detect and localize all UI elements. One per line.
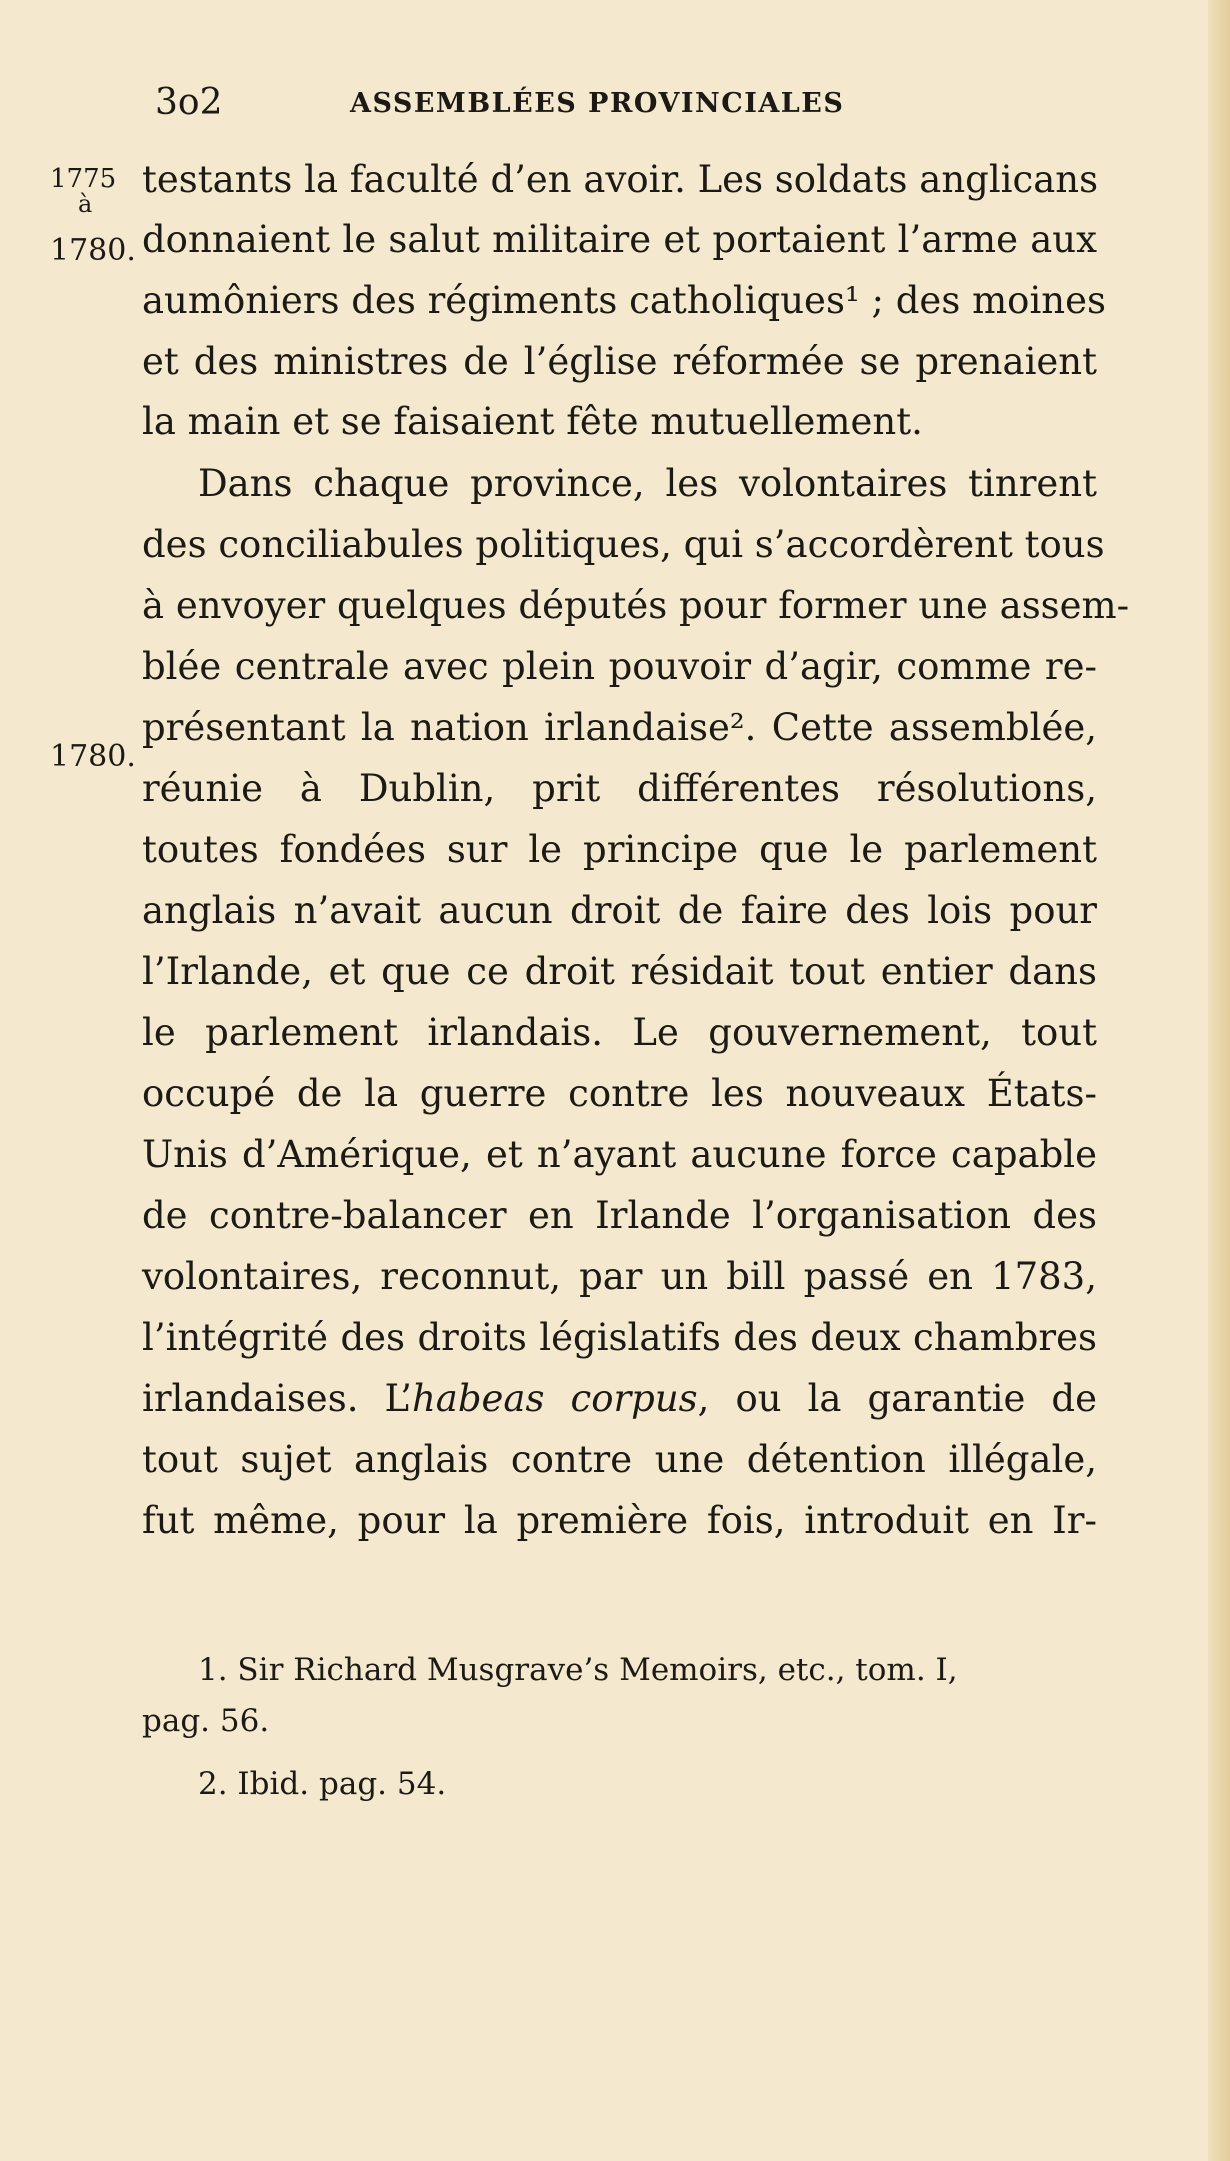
body-line-21 bbox=[142, 1377, 1097, 1421]
body-line-16: occupé de la guerre contre les nouveaux États- bbox=[142, 1072, 1097, 1115]
page-number: 3o2 bbox=[155, 82, 223, 123]
body-line-12: toutes fondées sur le principe que le parlement bbox=[142, 828, 1097, 871]
body-line-10: présentant la nation irlandaise². Cette assemblée, bbox=[142, 706, 1097, 749]
body-line-7: des conciliabules politiques, qui s’accordèrent tous bbox=[142, 523, 1105, 566]
page-header bbox=[0, 82, 1230, 132]
body-line-8: à envoyer quelques députés pour former une assem- bbox=[142, 584, 1130, 627]
habeas-corpus-italic: habeas corpus bbox=[411, 1377, 698, 1420]
footnote-1-continued: pag. 56. bbox=[142, 1703, 270, 1739]
body-line-20: l’intégrité des droits législatifs des deux chambres bbox=[142, 1316, 1097, 1359]
running-title: ASSEMBLÉES PROVINCIALES bbox=[350, 88, 845, 119]
body-line-5: la main et se faisaient fête mutuellement. bbox=[142, 400, 923, 443]
page-edge bbox=[1208, 0, 1230, 2161]
body-line-9: blée centrale avec plein pouvoir d’agir, comme re- bbox=[142, 645, 1097, 688]
margin-year-1780-second: 1780. bbox=[50, 739, 136, 774]
body-line-3: aumôniers des régiments catholiques¹ ; des moines bbox=[142, 279, 1106, 322]
body-line-1: testants la faculté d’en avoir. Les soldats anglicans bbox=[142, 158, 1099, 201]
margin-year-1780-first: 1780. bbox=[50, 233, 136, 268]
body-line-18: de contre-balancer en Irlande l’organisation des bbox=[142, 1194, 1097, 1237]
body-line-15: le parlement irlandais. Le gouvernement, tout bbox=[142, 1011, 1097, 1054]
body-line-23: fut même, pour la première fois, introduit en Ir- bbox=[142, 1499, 1097, 1542]
margin-year-1775: 1775 bbox=[50, 164, 117, 194]
footnote-2: 2. Ibid. pag. 54. bbox=[198, 1766, 447, 1802]
body-line-14: l’Irlande, et que ce droit résidait tout entier dans bbox=[142, 950, 1097, 993]
body-line-19: volontaires, reconnut, par un bill passé en 1783, bbox=[142, 1255, 1097, 1298]
body-line-6: Dans chaque province, les volontaires tinrent bbox=[198, 462, 1097, 505]
body-line-22: tout sujet anglais contre une détention illégale, bbox=[142, 1438, 1097, 1481]
body-line-21-prefix: irlandaises. L’ bbox=[142, 1377, 412, 1420]
body-line-13: anglais n’avait aucun droit de faire des lois pour bbox=[142, 889, 1097, 932]
body-line-17: Unis d’Amérique, et n’ayant aucune force capable bbox=[142, 1133, 1097, 1176]
footnote-1: 1. Sir Richard Musgrave’s Memoirs, etc., tom. I, bbox=[198, 1652, 958, 1688]
body-line-4: et des ministres de l’église réformée se prenaient bbox=[142, 340, 1097, 383]
body-line-11: réunie à Dublin, prit différentes résolutions, bbox=[142, 767, 1097, 810]
body-line-2: donnaient le salut militaire et portaient l’arme aux bbox=[142, 218, 1097, 261]
margin-a: à bbox=[78, 190, 93, 218]
body-line-21-suffix: , ou la garantie de bbox=[697, 1377, 1097, 1420]
